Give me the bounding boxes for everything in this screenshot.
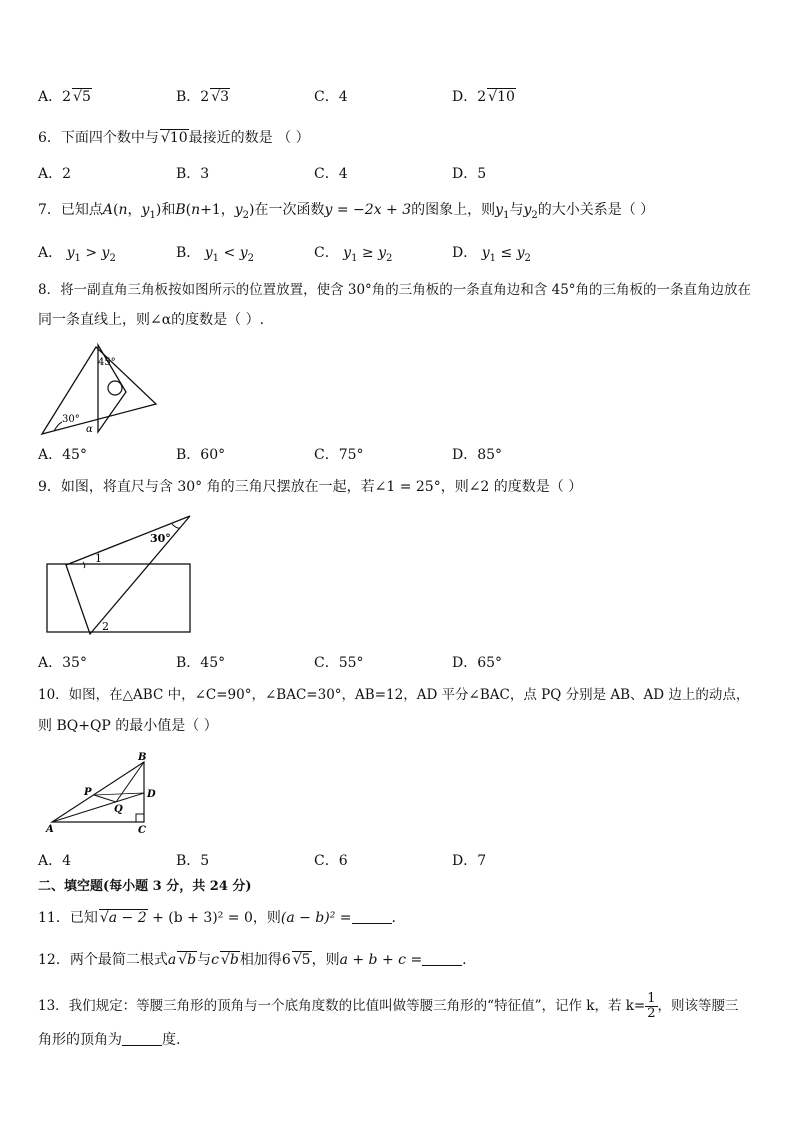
q5-option-c: C．4 [314, 89, 348, 105]
q8-option-c: C．75° [314, 447, 364, 463]
q6-option-a: A．2 [38, 166, 72, 182]
q10-option-b: B．5 [176, 853, 210, 869]
q9-figure [46, 514, 196, 636]
q8-stem-line2: 同一条直线上，则∠α的度数是（ ）. [38, 312, 265, 328]
q10-option-d: D．7 [452, 853, 487, 869]
q6-stem: 6．下面四个数中与 √10最接近的数是 （ ） [38, 130, 310, 146]
q12-stem: 12．两个最简二根式a √b与c √b相加得6 √5，则a + b + c = . [38, 952, 467, 968]
section-title-fill-in: 二、填空题(每小题 3 分，共 24 分) [38, 879, 252, 894]
q8-options [38, 444, 598, 466]
q12-answer-blank[interactable] [422, 951, 462, 966]
q6-options [38, 163, 598, 185]
q10-options [38, 850, 598, 872]
q8-figure [40, 342, 160, 437]
q8-label-30: 30° [62, 414, 80, 425]
q13-fraction: $\frac{1}{2}$ [647, 991, 656, 1021]
q9-options [38, 652, 598, 674]
q10-label-a: A [46, 824, 54, 835]
q8-label-alpha: α [86, 424, 93, 435]
q10-stem-line2: 则 BQ+QP 的最小值是（ ） [38, 718, 218, 734]
q13-stem-line2: 角形的顶角为 度. [38, 1032, 181, 1048]
q13-stem-line1: 13．我们规定：等腰三角形的顶角与一个底角度数的比值叫做等腰三角形的“特征值”，记作 k，若 k= $\frac{1}{2}$ ，则该等腰三 [38, 991, 739, 1021]
q9-label-1: 1 [95, 552, 102, 565]
q8-stem-line1: 8．将一副直角三角板按如图所示的位置放置，使含 30°角的三角板的一条直角边和含 45°角的三角板的一条直角边放在 [38, 282, 752, 298]
q7-option-a: A． $y_1 > y_2$ [38, 245, 116, 264]
q9-stem: 9．如图，将直尺与含 30° 角的三角尺摆放在一起，若∠1 = 25°，则∠2 的度数是（ ） [38, 479, 583, 495]
q8-option-b: B．60° [176, 447, 226, 463]
q9-set-square [66, 516, 190, 634]
q10-figure [44, 750, 169, 836]
q10-label-b: B [138, 752, 147, 763]
q5-option-a: A．2 √5 [38, 89, 91, 105]
q9-label-30: 30° [150, 532, 171, 545]
q9-ruler [47, 564, 190, 632]
q9-label-2: 2 [102, 620, 109, 633]
q10-triangle-abc [52, 762, 144, 822]
q6-option-c: C．4 [314, 166, 348, 182]
q10-label-c: C [138, 825, 146, 836]
q7-options [38, 242, 598, 264]
q5-options [38, 86, 598, 108]
q6-option-d: D．5 [452, 166, 487, 182]
q6-option-b: B．3 [176, 166, 210, 182]
q11-stem: 11．已知 √a − 2 + (b + 3)² = 0，则(a − b)² = . [38, 910, 396, 926]
q11-answer-blank[interactable] [352, 909, 392, 924]
q9-option-c: C．55° [314, 655, 364, 671]
q8-hole [108, 381, 122, 395]
q7-option-b: B． $y_1 < y_2$ [176, 245, 254, 264]
q7-option-c: C． $y_1 \ge y_2$ [314, 245, 393, 264]
q7-stem: 7．已知点A(n，$y_1$)和B(n+1，$y_2$)在一次函数y = −2x + 3的图象上，则$y_1$与$y_2$的大小关系是（ ） [38, 202, 655, 221]
q10-option-a: A．4 [38, 853, 72, 869]
q9-option-d: D．65° [452, 655, 503, 671]
q8-label-45: 45° [98, 357, 116, 368]
q10-label-p: P [84, 787, 92, 798]
q9-option-a: A．35° [38, 655, 87, 671]
q10-label-d: D [147, 789, 156, 800]
q10-option-c: C．6 [314, 853, 348, 869]
q8-option-d: D．85° [452, 447, 503, 463]
q5-option-b: B．2 √3 [176, 89, 230, 105]
q10-stem-line1: 10．如图，在△ABC 中，∠C=90°，∠BAC=30°，AB=12，AD 平分∠BAC，点 PQ 分别是 AB、AD 边上的动点， [38, 687, 750, 703]
q7-option-d: D． $y_1 \le y_2$ [452, 245, 531, 264]
q10-label-q: Q [114, 804, 123, 815]
q9-option-b: B．45° [176, 655, 226, 671]
q13-answer-blank[interactable] [122, 1031, 162, 1046]
q5-option-d: D．2 √10 [452, 89, 515, 105]
q8-option-a: A．45° [38, 447, 87, 463]
